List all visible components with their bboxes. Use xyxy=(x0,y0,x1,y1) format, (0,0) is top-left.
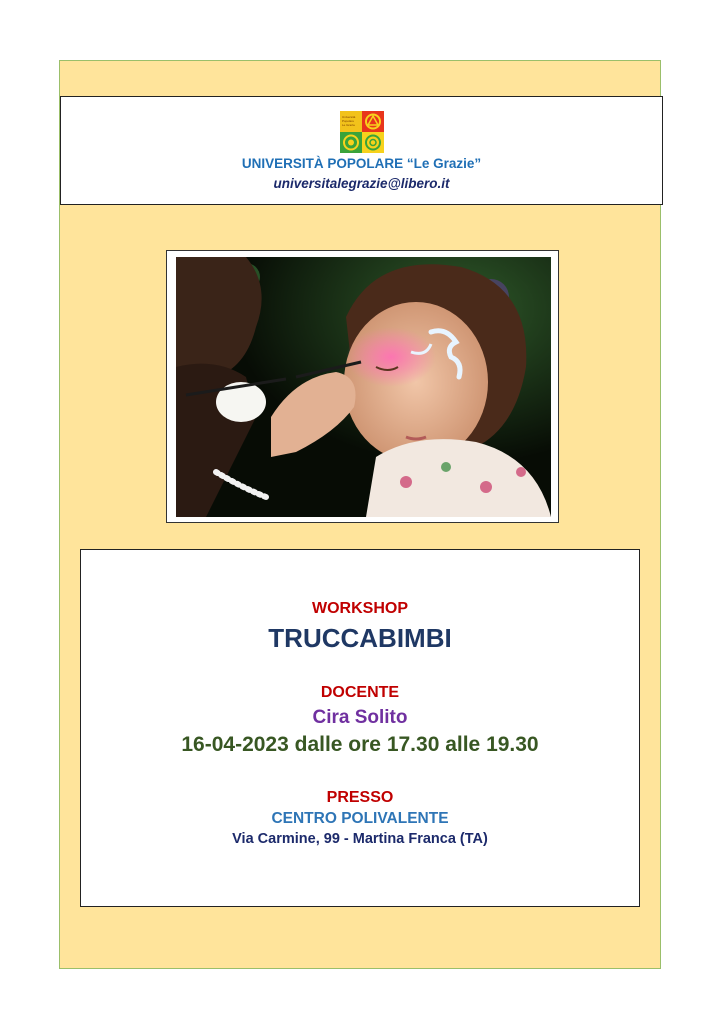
organization-email[interactable]: universitalegrazie@libero.it xyxy=(273,176,450,191)
teacher-label: DOCENTE xyxy=(320,684,400,701)
teacher-name: Cira Solito xyxy=(312,707,408,728)
svg-text:Università: Università xyxy=(342,115,356,119)
svg-text:Le Grazie: Le Grazie xyxy=(342,123,356,127)
workshop-label: WORKSHOP xyxy=(312,600,408,617)
venue-name: CENTRO POLIVALENTE xyxy=(271,810,449,827)
venue-address: Via Carmine, 99 - Martina Franca (TA) xyxy=(232,831,488,847)
event-title: TRUCCABIMBI xyxy=(268,623,452,653)
event-datetime: 16-04-2023 dalle ore 17.30 alle 19.30 xyxy=(181,733,539,756)
event-info-box xyxy=(80,549,640,907)
header-box xyxy=(60,96,663,205)
face-painting-photo xyxy=(176,257,551,517)
university-logo xyxy=(340,111,384,153)
venue-label: PRESSO xyxy=(326,789,394,806)
svg-text:Popolare: Popolare xyxy=(342,119,355,123)
organization-name: UNIVERSITÀ POPOLARE “Le Grazie” xyxy=(241,156,482,171)
photo-frame xyxy=(166,250,559,523)
